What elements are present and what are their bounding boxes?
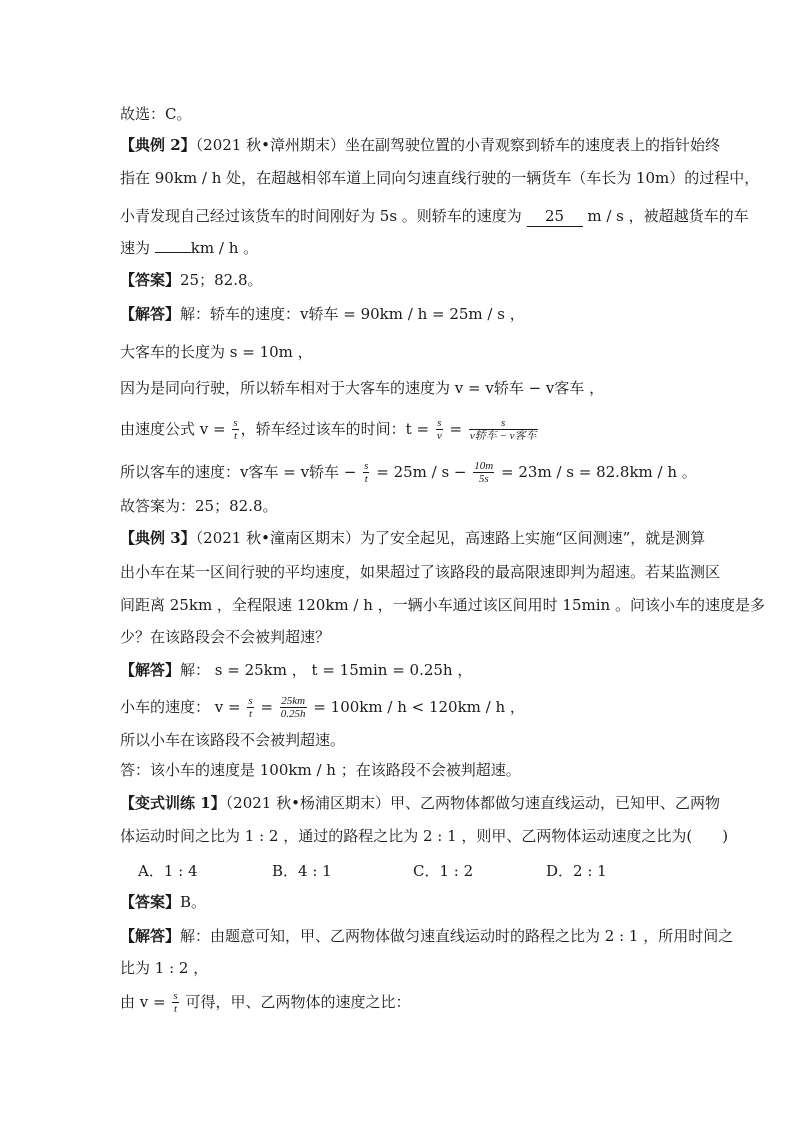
text: 解： s = 25km ， t = 15min = 0.25h ， [180,661,473,679]
text-line: 故选：C。 [120,105,192,123]
fraction [469,418,538,442]
answer-blank [155,252,191,253]
denominator: t [233,430,238,442]
fraction [473,461,494,485]
text: = [260,698,274,716]
example-2-line-3 [120,206,749,227]
solution-4-line-2: 比为 1 : 2 ， [120,959,209,977]
fraction [232,418,238,442]
solution-3-line-3: 所以小车在该路段不会被判超速。 [120,731,346,749]
fraction [280,696,307,720]
denominator: t [364,473,368,485]
text: 所以客车的速度：v客车 = v轿车 − [120,463,357,481]
numerator: s [437,417,442,429]
solution-tag: 【解答】 [120,661,181,679]
training-1-line-1 [120,793,720,813]
answer-text: 25；82.8。 [180,271,263,289]
training-1-line-2: 体运动时间之比为 1 : 2 ，通过的路程之比为 2 : 1 ，则甲、乙两物体运动速度之比为( ) [120,827,729,845]
text: 解：轿车的速度：v轿车 = 90km / h = 25m / s ， [180,305,525,323]
solution-tag: 【解答】 [120,927,181,945]
example-3-line-3: 间距离 25km ，全程限速 120km / h ，一辆小车通过该区间用时 15min 。问该小车的速度是多 [120,596,765,614]
fraction [436,418,443,442]
text: 小车的速度： v = [120,698,241,716]
denominator: v轿车 − v客车 [469,430,537,442]
text: = [449,420,463,438]
solution-line-2: 大客车的长度为 s = 10m ， [120,343,313,361]
numerator: s [248,695,253,707]
example-2-line-1 [120,135,720,155]
training-tag: 【变式训练 1】 [120,794,226,812]
text: （2021 秋•潼南区期末）为了安全起见，高速路上实施“区间测速”，就是测算 [195,529,706,547]
text: = 25m / s − [376,463,467,481]
text: 由速度公式 v = [120,420,226,438]
fraction [247,696,253,720]
solution-4-line-3 [120,991,410,1015]
solution-tag: 【解答】 [120,305,181,323]
text: ，轿车经过该车的时间：t = [240,420,430,438]
answer-line [120,892,206,912]
example-3-line-2: 出小车在某一区间行驶的平均速度，如果超过了该路段的最高限速即判为超速。若某监测区 [120,563,721,581]
option-d: D．2 : 1 [546,862,607,880]
numerator: s [233,417,238,429]
fraction [363,461,369,485]
denominator: t [248,708,253,720]
solution-line-1 [120,304,525,324]
numerator: 10m [474,460,494,472]
answer-tag: 【答案】 [120,893,181,911]
example-3-line-1 [120,528,705,548]
example-3-line-4: 少？在该路段会不会被判超速？ [120,628,331,646]
numerator: s [364,460,369,472]
solution-3-line-2 [120,696,525,720]
denominator: 0.25h [280,708,306,720]
text: 速为 [120,239,151,257]
text: = 23m / s = 82.8km / h 。 [501,463,697,481]
text: km / h 。 [190,239,259,257]
numerator: s [469,418,538,430]
answer-line [120,270,263,290]
solution-line-3: 因为是同向行驶，所以轿车相对于大客车的速度为 v = v轿车 − v客车 ， [120,379,605,397]
solution-3-line-4: 答：该小车的速度是 100km / h ；在该路段不会被判超速。 [120,761,521,779]
denominator: t [173,1003,178,1015]
option-a: A．1 : 4 [138,862,198,880]
option-b: B．4 : 1 [272,862,332,880]
solution-3-line-1 [120,660,472,680]
answer-text: B。 [180,893,207,911]
solution-line-6: 故答案为：25；82.8。 [120,497,278,515]
numerator: s [173,990,178,1002]
solution-4-line-1 [120,926,733,946]
text: （2021 秋•杨浦区期末）甲、乙两物体都做匀速直线运动，已知甲、乙两物 [225,794,720,812]
example-2-line-4 [120,238,258,258]
text: 解：由题意可知，甲、乙两物体做匀速直线运动时的路程之比为 2 : 1 ，所用时间之 [180,927,734,945]
answer-tag: 【答案】 [120,271,181,289]
example-tag: 【典例 3】 [120,529,196,547]
text: = 100km / h < 120km / h ， [313,698,525,716]
fraction [172,991,178,1015]
text: 可得，甲、乙两物体的速度之比： [185,993,411,1011]
text: 由 v = [120,993,166,1011]
option-c: C．1 : 2 [413,862,474,880]
denominator: v [436,430,442,442]
example-tag: 【典例 2】 [120,136,196,154]
numerator: 25km [281,695,306,707]
text: （2021 秋•漳州期末）坐在副驾驶位置的小青观察到轿车的速度表上的指针始终 [195,136,720,154]
example-2-line-2: 指在 90km / h 处，在超越相邻车道上同向匀速直线行驶的一辆货车（车长为 10m）的过程中， [120,169,760,187]
answer-blank: 25 [527,206,583,227]
text: m / s ，被超越货车的车 [587,207,749,225]
denominator: 5s [478,473,489,485]
text: 小青发现自己经过该货车的时间刚好为 5s 。则轿车的速度为 [120,207,522,225]
solution-line-5 [120,461,697,485]
solution-line-4 [120,418,540,442]
